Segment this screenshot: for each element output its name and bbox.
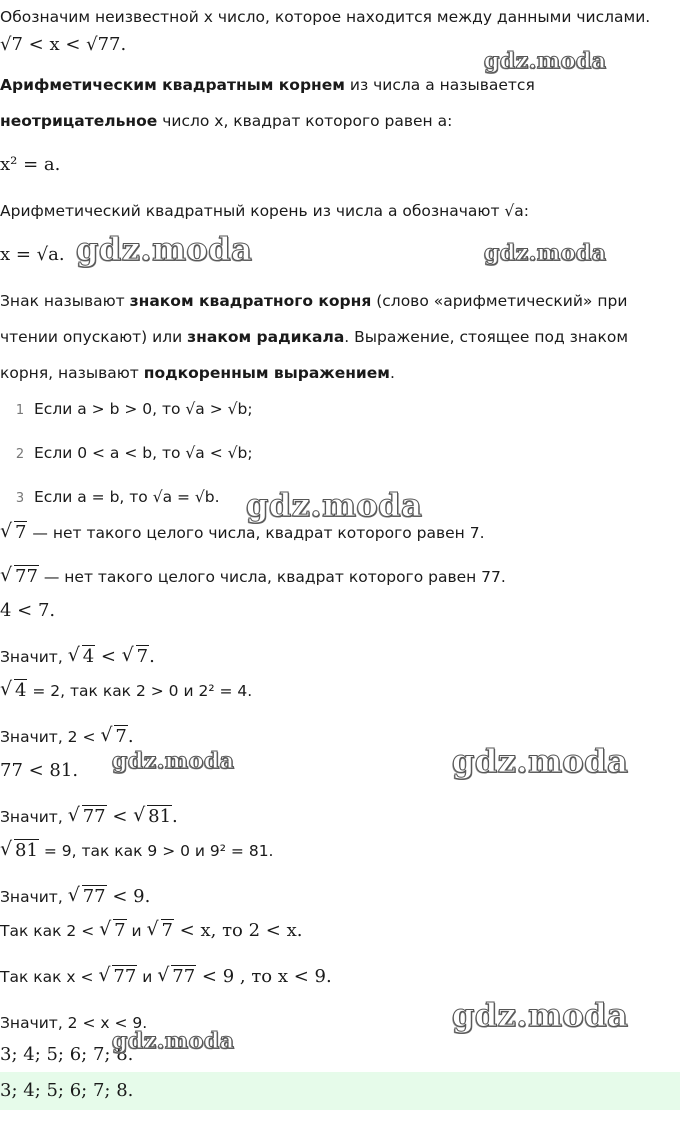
solution-line: Значит, 2 < √ 7. xyxy=(0,726,134,748)
watermark-logo: gdz.moda xyxy=(452,742,629,780)
solution-line: 4 < 7. xyxy=(0,600,56,621)
solution-line: Значит, 2 < x < 9. xyxy=(0,1014,148,1032)
solution-line: √ 4 = 2, так как 2 > 0 и 2² = 4. xyxy=(0,680,252,702)
solution-line: 3; 4; 5; 6; 7; 8. xyxy=(0,1044,134,1065)
list-item: 2 Если 0 < a < b, то √a < √b; xyxy=(15,444,253,462)
watermark-logo: gdz.moda xyxy=(246,486,423,524)
notation-line: Арифметический квадратный корень из числа a обозначают √a: xyxy=(0,202,530,220)
answer-box xyxy=(0,1072,680,1110)
definition-formula: x² = a. xyxy=(0,154,61,175)
solution-line: √ 77 — нет такого целого числа, квадрат которого равен 77. xyxy=(0,566,506,588)
solution-line: 77 < 81. xyxy=(0,760,79,781)
definition-line-2: неотрицательное число x, квадрат которого равен a: xyxy=(0,112,453,130)
solution-line: Значит, √ 4 < √ 7. xyxy=(0,646,155,668)
watermark-logo: gdz.moda xyxy=(76,230,253,268)
answer-text: 3; 4; 5; 6; 7; 8. xyxy=(0,1080,134,1101)
sign-line-1: Знак называют знаком квадратного корня (слово «арифметический» при xyxy=(0,292,628,310)
sign-line-2: чтении опускают) или знаком радикала. Выражение, стоящее под знаком xyxy=(0,328,629,346)
solution-line: √ 7 — нет такого целого числа, квадрат которого равен 7. xyxy=(0,522,485,544)
solution-line: Значит, √ 77 < 9. xyxy=(0,886,150,908)
watermark-logo: gdz.moda xyxy=(452,996,629,1034)
watermark-logo: gdz.moda xyxy=(112,748,235,774)
watermark-logo: gdz.moda xyxy=(112,1028,235,1054)
watermark-logo: gdz.moda xyxy=(484,48,607,74)
solution-line: Значит, √ 77 < √ 81. xyxy=(0,806,178,828)
notation-formula: x = √a. xyxy=(0,244,65,265)
solution-line: Так как 2 < √ 7 и √ 7 < x, то 2 < x. xyxy=(0,920,302,942)
intro-inequality: √7 < x < √77. xyxy=(0,34,127,55)
watermark-logo: gdz.moda xyxy=(484,240,607,266)
sign-line-3: корня, называют подкоренным выражением. xyxy=(0,364,395,382)
solution-line: Так как x < √ 77 и √ 77 < 9 , то x < 9. xyxy=(0,966,332,988)
list-item: 3 Если a = b, то √a = √b. xyxy=(15,488,220,506)
list-item: 1 Если a > b > 0, то √a > √b; xyxy=(15,400,253,418)
intro-line: Обозначим неизвестной x число, которое находится между данными числами. xyxy=(0,8,651,26)
solution-line: √ 81 = 9, так как 9 > 0 и 9² = 81. xyxy=(0,840,274,862)
definition-line-1: Арифметическим квадратным корнем из числа a называется xyxy=(0,76,535,94)
